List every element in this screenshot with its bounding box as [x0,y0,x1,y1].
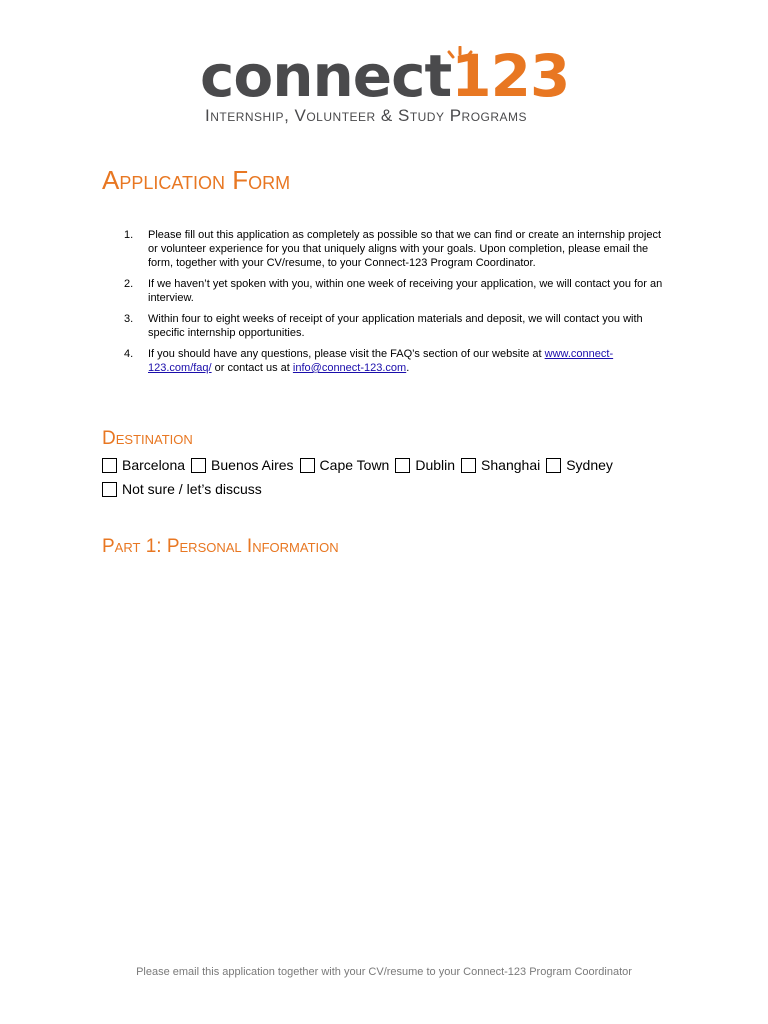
option-label: Cape Town [319,457,390,473]
instruction-item [124,312,669,340]
email-link[interactable]: info@connect-123.com [292,362,407,374]
instruction-text: If you should have any questions, please visit the FAQ’s section of our website at [148,348,545,360]
destination-option-dublin[interactable] [395,456,455,474]
instruction-text: Within four to eight weeks of receipt of your application materials and deposit, we will contact you with specific internship opportunities. [148,313,643,339]
part1-heading: Part 1: Personal Information [102,536,339,557]
instruction-item [124,347,669,375]
option-label: Dublin [415,457,456,473]
logo-word-connect: connect [200,42,452,110]
instruction-item [124,228,669,270]
logo-wordmark [200,44,569,108]
option-label: Barcelona [122,457,186,473]
destination-options-row [102,480,268,498]
destination-option-cape-town[interactable] [300,456,390,474]
option-label: Shanghai [481,457,541,473]
option-label: Buenos Aires [211,457,294,473]
instruction-text: . [406,362,410,374]
instruction-text: Please fill out this application as completely as possible so that we can find or create an internship project or volunteer experience for you that uniquely aligns with your goals. Upon completion, please email the form, together with your CV/resume, to your Connect-123 Program Coordinator. [148,229,662,269]
destination-option-buenos-aires[interactable] [191,456,294,474]
destination-option-not-sure[interactable] [102,480,262,498]
logo-word-123: 123 [451,42,570,110]
checkbox[interactable] [461,458,476,473]
instruction-item [124,277,669,305]
instruction-number: 4. [124,348,134,360]
checkbox[interactable] [102,458,117,473]
instruction-number: 3. [124,313,134,325]
connect123-logo [200,44,572,128]
instruction-text: If we haven’t yet spoken with you, within one week of receiving your application, we will contact you for an interview. [148,278,663,304]
instruction-number: 1. [124,229,134,241]
instruction-text: or contact us at [211,362,293,374]
option-label: Sydney [566,457,613,473]
destination-option-shanghai[interactable] [461,456,540,474]
checkbox[interactable] [102,482,117,497]
instruction-number: 2. [124,278,134,290]
checkbox[interactable] [395,458,410,473]
logo-tagline: Internship, Volunteer & Study Programs [205,106,528,125]
destination-option-barcelona[interactable] [102,456,185,474]
instructions-list [124,228,669,382]
destination-option-sydney[interactable] [546,456,613,474]
checkbox[interactable] [546,458,561,473]
checkbox[interactable] [300,458,315,473]
page-title: Application Form [102,165,291,195]
page-footer: Please email this application together with your CV/resume to your Connect-123 Program Coordinator [136,966,632,978]
option-label: Not sure / let’s discuss [122,481,262,497]
destination-heading: Destination [102,428,193,449]
checkbox[interactable] [191,458,206,473]
faq-link[interactable]: www.connect-123.com/faq/ [148,348,614,374]
destination-options-row [102,456,619,474]
